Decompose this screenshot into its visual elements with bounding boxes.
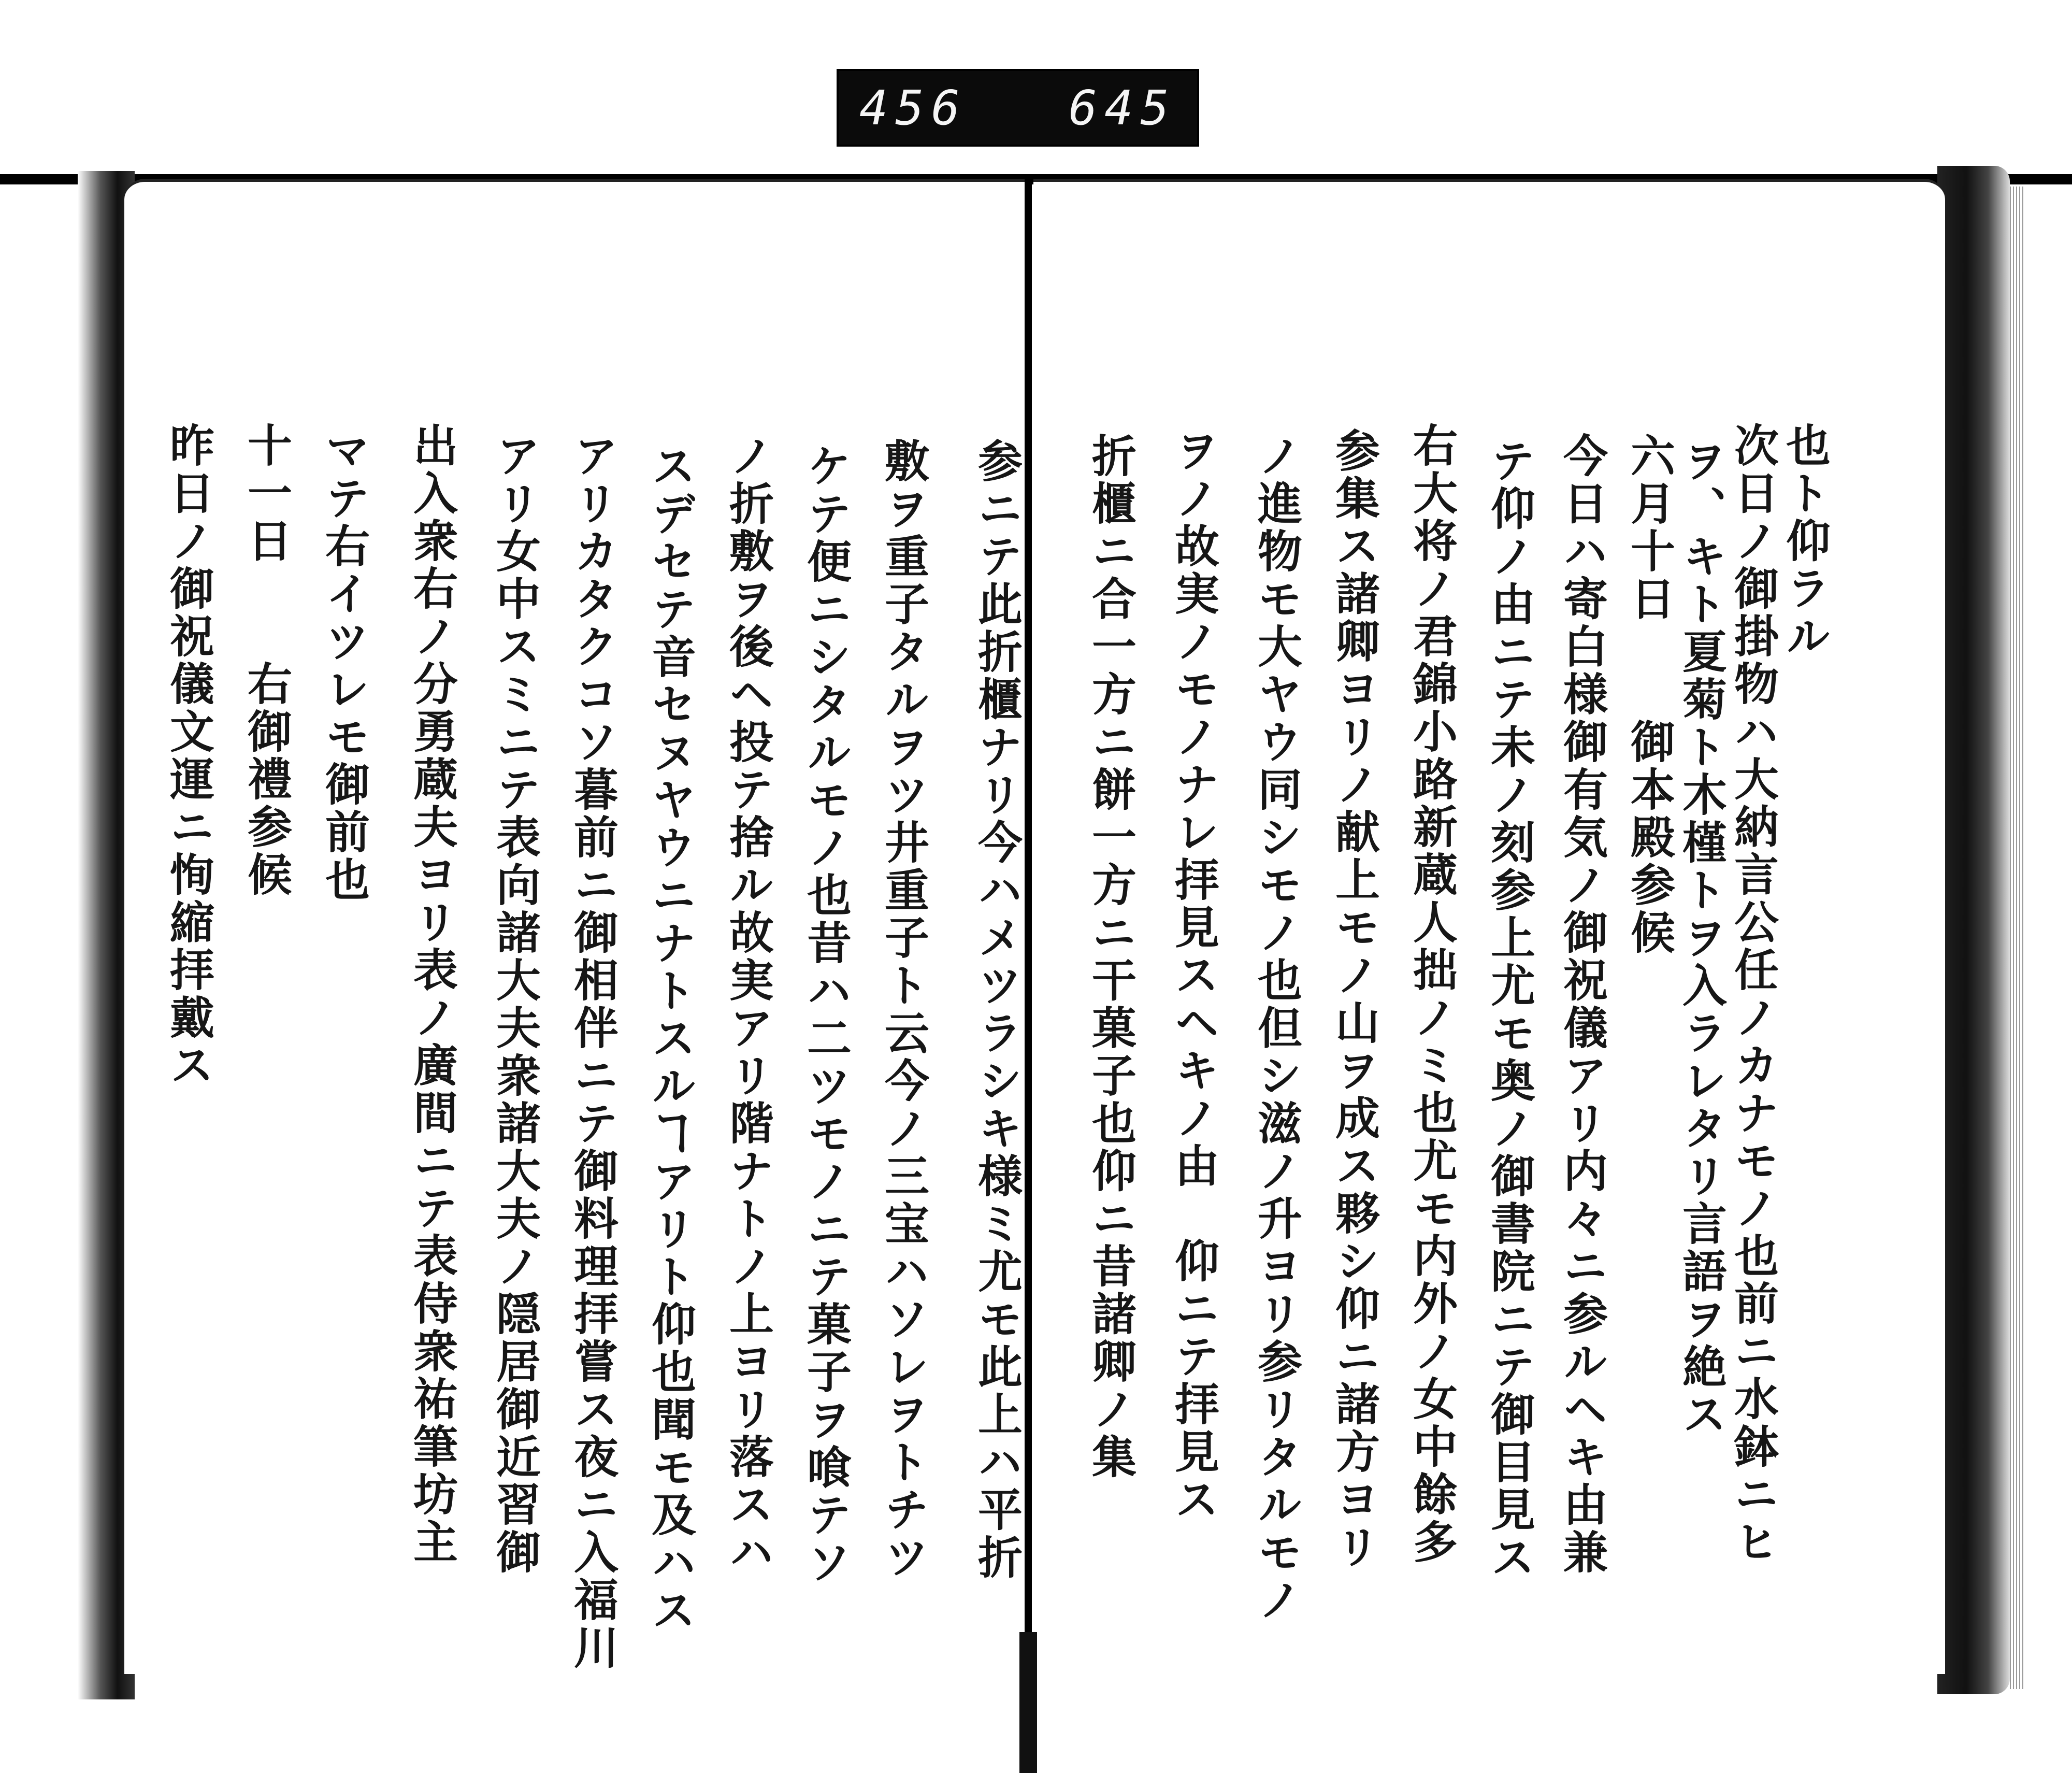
page-stack-edge <box>2010 187 2025 1689</box>
book-spine <box>1025 176 1032 1679</box>
text-column: ノ進物モ大ヤウ同シモノ也但シ滋ノ升ヨリ参リタルモノ <box>1250 433 1302 1624</box>
text-column: ノ折敷ヲ後ヘ投テ捨ル故実アリ階ナトノ上ヨリ落スハ <box>722 433 774 1577</box>
text-column: ヲ、キト夏菊ト木槿トヲ入ラレタリ言語ヲ絶ス <box>1675 438 1727 1439</box>
text-column: 昨日ノ御祝儀文運ニ恂縮拝戴ス <box>162 422 214 1090</box>
book-spine-foot <box>1019 1632 1037 1773</box>
text-column: マテ右イツレモ御前也 <box>318 427 370 904</box>
text-column: 次日ノ御掛物ハ大納言公任ノカナモノ也前ニ水鉢ニヒ <box>1726 422 1779 1566</box>
text-column: 参集ス諸卿ヨリノ献上モノ山ヲ成ス夥シ仰ニ諸方ヨリ <box>1328 427 1380 1571</box>
frame-number-label <box>837 69 1199 147</box>
text-column: 参ニテ此折櫃ナリ今ハメツラシキ様ミ尤モ此上ハ平折 <box>970 438 1023 1582</box>
book-edge-right <box>1937 166 2010 1694</box>
text-column: 六月十日 御本殿参候 <box>1623 433 1675 957</box>
text-column: ヲノ故実ノモノナレ拝見スヘキノ由 仰ニテ拝見ス <box>1167 427 1219 1524</box>
frame-number-right: 645 <box>1068 80 1176 136</box>
text-column: 今日ハ寄白様御有気ノ御祝儀アリ内々ニ参ルヘキ由兼 <box>1556 433 1608 1577</box>
text-column: スデセテ音セヌヤウニナトスルヿアリト仰也聞モ及ハス <box>644 443 696 1635</box>
text-column: アリカタクコソ暮前ニ御相伴ニテ御料理拝嘗ス夜ニ入福川 <box>566 433 618 1672</box>
text-column: 敷ヲ重子タルヲツ井重子ト云今ノ三宝ハソレヲトチツ <box>877 438 929 1582</box>
text-column: テ仰ノ由ニテ未ノ刻参上尤モ奥ノ御書院ニテ御目見ス <box>1483 438 1535 1582</box>
text-column: ケテ便ニシタルモノ也昔ハ二ツモノニテ菓子ヲ喰テソ <box>799 443 852 1587</box>
text-column: 折櫃ニ合一方ニ餅一方ニ干菓子也仰ニ昔諸卿ノ集 <box>1084 433 1136 1481</box>
text-column: 出入衆右ノ分勇蔵夫ヨリ表ノ廣間ニテ表侍衆祐筆坊主 <box>406 422 458 1566</box>
text-column: 右大将ノ君錦小路新蔵人拙ノミ也尤モ内外ノ女中餘多 <box>1405 422 1458 1566</box>
frame-number-left: 456 <box>859 80 968 136</box>
text-column: 也ト仰ラル <box>1778 422 1831 661</box>
text-column: 十一日 右御禮参候 <box>240 422 292 899</box>
text-column: アリ女中スミニテ表向諸大夫衆諸大夫ノ隠居御近習御 <box>488 433 541 1577</box>
